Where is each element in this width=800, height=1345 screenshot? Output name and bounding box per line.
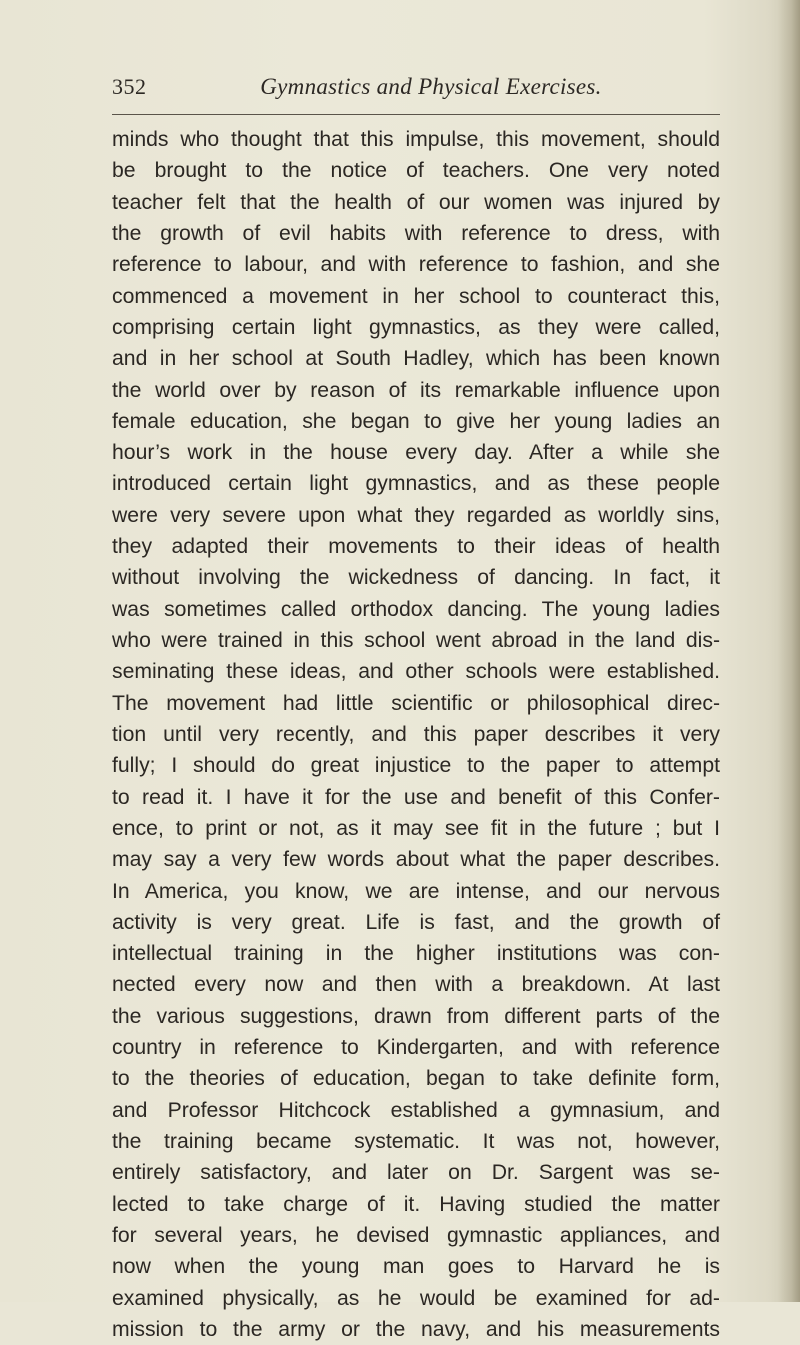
text-line: without involving the wickedness of dancing. In fact, it [112,566,720,590]
text-line: nected every now and then with a breakdown. At last [112,973,720,997]
text-line: hour’s work in the house every day. After a while she [112,441,720,465]
text-line: they adapted their movements to their ideas of health [112,535,720,559]
text-line: tion until very recently, and this paper describes it very [112,722,720,746]
page-number: 352 [112,74,147,99]
text-line: to the theories of education, began to take definite form, [112,1067,720,1091]
header-rule [112,114,720,115]
text-line: the training became systematic. It was not, however, [112,1130,720,1153]
text-line: was sometimes called orthodox dancing. The young ladies [112,597,720,621]
text-line: ence, to print or not, as it may see fit in the future ; but I [112,816,720,840]
text-line: commenced a movement in her school to counteract this, [112,284,720,308]
text-line: fully; I should do great injustice to the paper to attempt [112,754,720,778]
body-text [112,124,720,1345]
text-line: examined physically, as he would be examined for ad- [112,1286,720,1310]
text-line: seminating these ideas, and other schools were established. [112,660,720,684]
text-line: the various suggestions, drawn from different parts of the [112,1004,720,1028]
text-line: were very severe upon what they regarded as worldly sins, [112,503,720,527]
text-line: teacher felt that the health of our women was injured by [112,190,720,214]
text-line: female education, she began to give her young ladies an [112,409,720,433]
text-line: and in her school at South Hadley, which has been known [112,347,720,371]
text-line: reference to labour, and with reference to fashion, and she [112,253,720,277]
text-line: entirely satisfactory, and later on Dr. Sargent was se- [112,1161,720,1185]
running-title: Gymnastics and Physical Exercises. [260,74,602,99]
text-line: be brought to the notice of teachers. One very noted [112,159,720,183]
text-line: activity is very great. Life is fast, and the growth of [112,910,720,934]
running-header [112,74,720,104]
text-line: the growth of evil habits with reference to dress, with [112,221,720,245]
text-line: The movement had little scientific or philosophical direc- [112,691,720,715]
text-line: the world over by reason of its remarkable influence upon [112,378,720,402]
text-line: introduced certain light gymnastics, and as these people [112,472,720,496]
text-line: now when the young man goes to Harvard he is [112,1255,720,1279]
text-line: and Professor Hitchcock established a gymnasium, and [112,1098,720,1122]
text-line: may say a very few words about what the paper describes. [112,848,720,872]
text-line: to read it. I have it for the use and benefit of this Confer- [112,785,720,809]
page-edge-shadow [778,0,800,1302]
text-line: mission to the army or the navy, and his measurements [112,1317,720,1341]
text-line: lected to take charge of it. Having studied the matter [112,1192,720,1216]
text-line: country in reference to Kindergarten, and with reference [112,1036,720,1060]
text-line: comprising certain light gymnastics, as they were called, [112,315,720,339]
text-line: minds who thought that this impulse, this movement, should [112,128,720,151]
text-line: In America, you know, we are intense, and our nervous [112,879,720,903]
text-line: who were trained in this school went abroad in the land dis- [112,629,720,652]
text-line: for several years, he devised gymnastic appliances, and [112,1223,720,1247]
text-line: intellectual training in the higher institutions was con- [112,942,720,966]
